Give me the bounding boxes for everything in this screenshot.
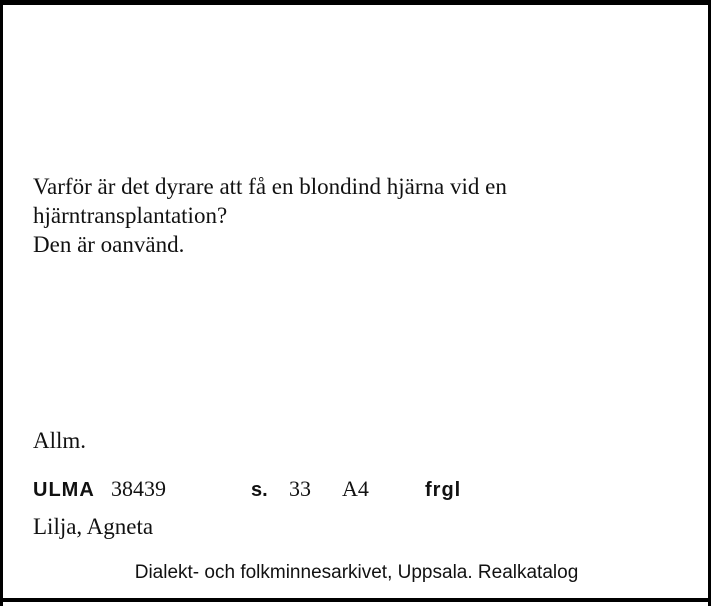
card-border-bottom <box>0 598 711 602</box>
card-border-top <box>0 0 711 5</box>
record-metadata-row <box>33 476 693 506</box>
page-label: s. <box>251 479 268 501</box>
archive-label: ULMA <box>33 479 95 501</box>
joke-line: Den är oanvänd. <box>33 232 185 257</box>
joke-line: hjärntransplantation? <box>33 203 228 228</box>
category-label: Allm. <box>33 428 87 453</box>
archive-footer-text: Dialekt- och folkminnesarkivet, Uppsala. Realkatalog <box>134 562 579 583</box>
joke-line: Varför är det dyrare att få en blondind hjärna vid en <box>33 174 507 199</box>
joke-text <box>33 172 653 259</box>
paper-format: A4 <box>342 476 369 501</box>
archive-number: 38439 <box>111 476 166 501</box>
page-number: 33 <box>289 476 311 501</box>
genre-code: frgl <box>425 479 462 501</box>
card-border-left <box>0 0 3 606</box>
informant-name: Lilja, Agneta <box>33 514 154 539</box>
card-footer <box>0 562 711 584</box>
